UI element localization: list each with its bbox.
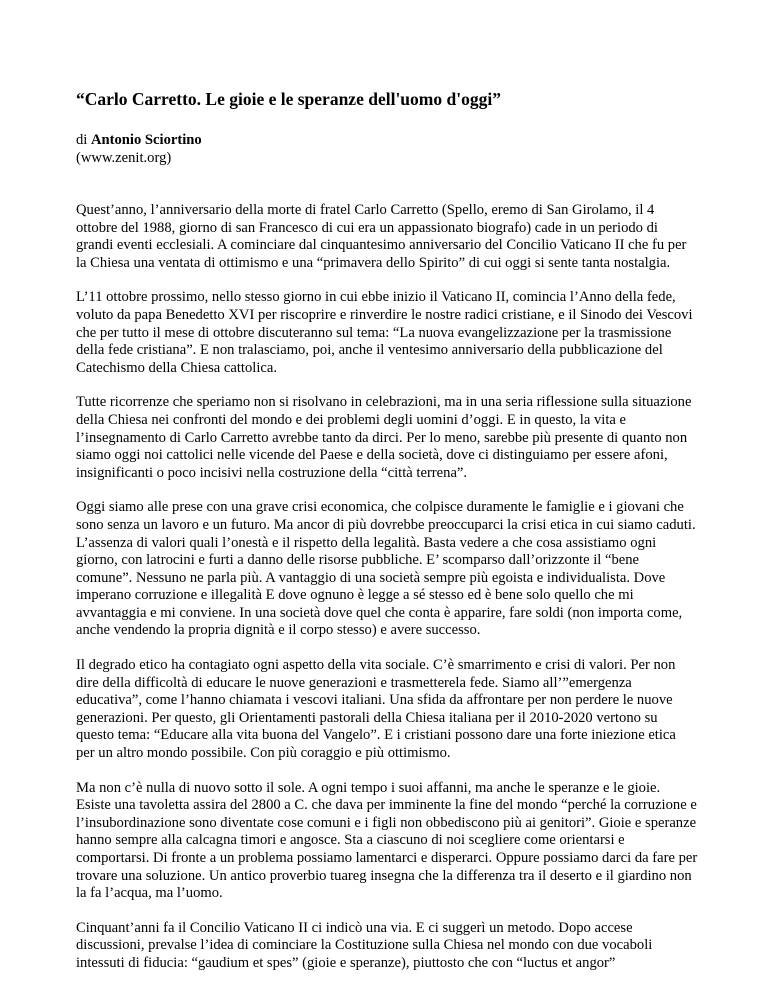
article-title: “Carlo Carretto. Le gioie e le speranze dell'uomo d'oggi” xyxy=(76,89,501,109)
author-name: Antonio Sciortino xyxy=(91,132,202,148)
byline-prefix: di xyxy=(76,132,91,148)
paragraph-4: Oggi siamo alle prese con una grave crisi economica, che colpisce duramente le famiglie e i giovani che sono senza un lavoro e un futuro. Ma ancor di più dovrebbe preoccuparci la crisi etica in cui siamo caduti. L’assenza di valori quali l’onestà e il rispetto della legalità. Basta vedere a che cosa assistiamo ogni giorno, con latrocini e furti a danno delle risorse pubbliche. E’ scomparso dall’orizzonte il “bene comune”. Nessuno ne parla più. A vantaggio di una società sempre più egoista e individualista. Dove imperano corruzione e illegalità E dove ognuno è legge a sé stesso ed è bene solo quello che mi avvantaggia e mi conviene. In una società dove quel che conta è apparire, fare soldi (non importa come, anche vendendo la propria dignità e il corpo stesso) e avere successo. xyxy=(76,499,696,639)
paragraph-2: L’11 ottobre prossimo, nello stesso giorno in cui ebbe inizio il Vaticano II, comincia l’Anno della fede, voluto da papa Benedetto XVI per riscoprire e rinverdire le nostre radici cristiane, e il Sinodo dei Vescovi che per tutto il mese di ottobre discuteranno sul tema: “La nuova evangelizzazione per la trasmissione della fede cristiana”. E non tralasciamo, poi, anche il ventesimo anniversario della pubblicazione del Catechismo della Chiesa cattolica. xyxy=(76,289,693,376)
paragraph-5: Il degrado etico ha contagiato ogni aspetto della vita sociale. C’è smarrimento e crisi di valori. Per non dire della difficoltà di educare le nuove generazioni e trasmetterela fede. Siamo all’”emergenza educativa”, come l’hanno chiamata i vescovi italiani. Una sfida da affrontare per non perdere le nuove generazioni. Per questo, gli Orientamenti pastorali della Chiesa italiana per il 2010-2020 vertono su questo tema: “Educare alla vita buona del Vangelo”. E i cristiani possono dare una forte iniezione etica per un altro mondo possibile. Con più coraggio e più ottimismo. xyxy=(76,657,676,762)
author-line xyxy=(76,131,698,149)
paragraph-7: Cinquant’anni fa il Concilio Vaticano II ci indicò una via. E ci suggerì un metodo. Dopo accese discussioni, prevalse l’idea di cominciare la Costituzione sulla Chiesa nel mondo con due vocaboli intessuti di fiducia: “gaudium et spes” (gioie e speranze), piuttosto che con “luctus et angor” xyxy=(76,919,653,971)
paragraph-3: Tutte ricorrenze che speriamo non si risolvano in celebrazioni, ma in una seria riflessione sulla situazione della Chiesa nei confronti del mondo e dei problemi degli uomini d’oggi. E in questo, la vita e l’insegnamento di Carlo Carretto avrebbe tanto da dirci. Per lo meno, sarebbe più presente di quanto non siamo oggi noi cattolici nelle vicende del Paese e della società, dove ci distinguiamo per essere afoni, insignificanti o poco incisivi nella costruzione della “città terrena”. xyxy=(76,394,692,481)
paragraph-6: Ma non c’è nulla di nuovo sotto il sole. A ogni tempo i suoi affanni, ma anche le speranze e le gioie. Esiste una tavoletta assira del 2800 a C. che dava per imminente la fine del mondo “perché la corruzione e l’insubordinazione sono diventate cose comuni e i figli non obbediscono più ai genitori”. Gioie e speranze hanno sempre alla calcagna timori e angosce. Sta a ciascuno di noi scegliere come orientarsi e comportarsi. Di fronte a un problema possiamo lamentarci e disperarci. Oppure possiamo darci da fare per trovare una soluzione. Un antico proverbio tuareg insegna che la differenza tra il deserto e il giardino non la fa l’acqua, ma l’uomo. xyxy=(76,779,698,902)
paragraph-1: Quest’anno, l’anniversario della morte di fratel Carlo Carretto (Spello, eremo di San Girolamo, il 4 ottobre del 1988, giorno di san Francesco di cui era un appassionato biografo) cade in un periodo di grandi eventi ecclesiali. A cominciare dal cinquantesimo anniversario del Concilio Vaticano II che fu per la Chiesa una ventata di ottimismo e una “primavera dello Spirito” di cui oggi si sente tanta nostalgia. xyxy=(76,202,687,271)
document-page xyxy=(76,88,698,973)
byline xyxy=(76,131,698,167)
source-line: (www.zenit.org) xyxy=(76,150,172,166)
